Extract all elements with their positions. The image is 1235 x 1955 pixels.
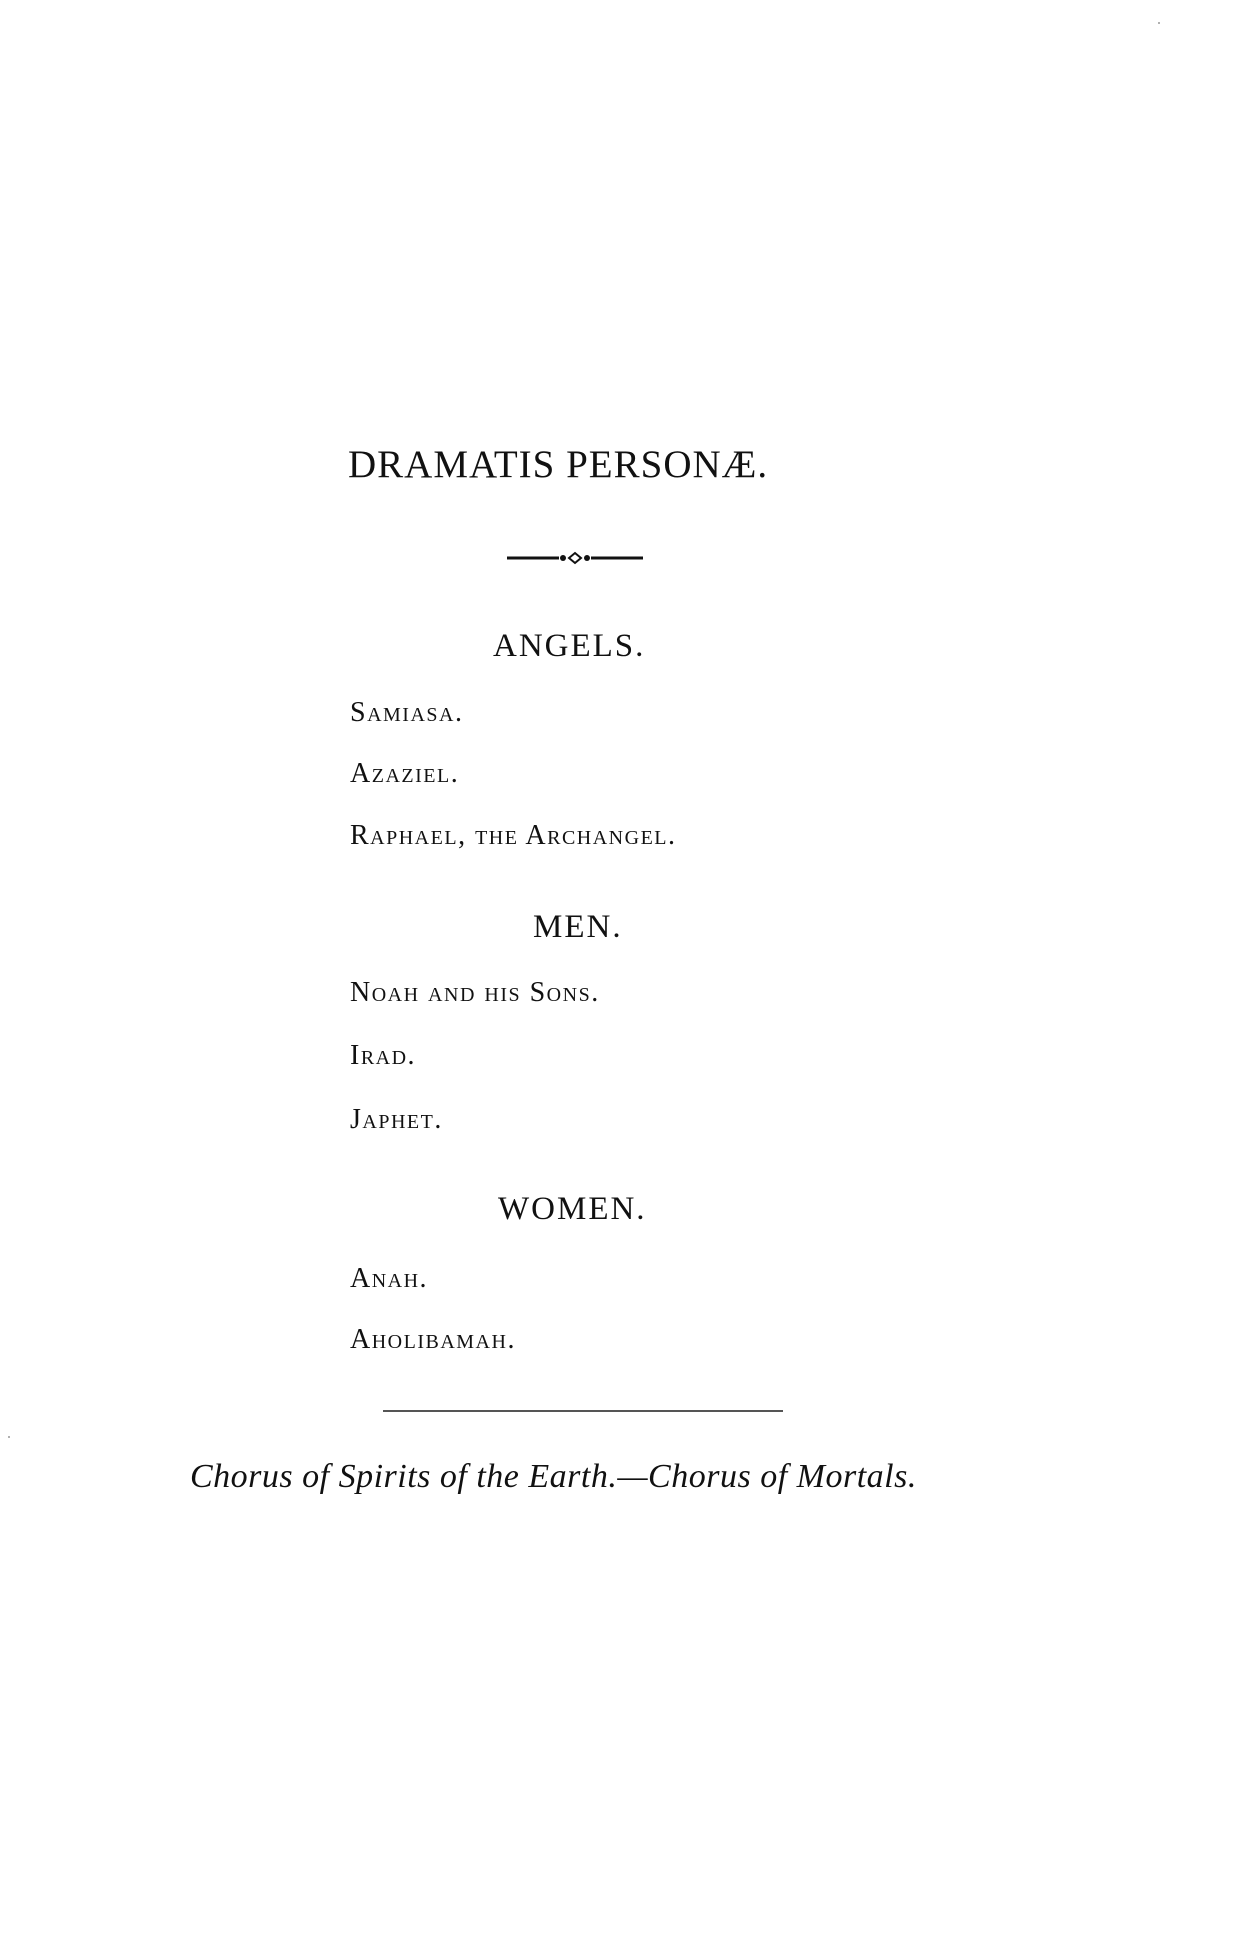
character-name: Aholibamah. (350, 1324, 516, 1355)
character-name: Irad. (350, 1040, 417, 1071)
horizontal-rule (383, 1410, 783, 1412)
section-heading-men: MEN. (533, 909, 623, 945)
character-name: Samiasa. (350, 697, 464, 728)
character-name: Anah. (350, 1263, 429, 1294)
chorus-line: Chorus of Spirits of the Earth.—Chorus of Mortals. (190, 1458, 917, 1495)
character-name: Azaziel. (350, 758, 460, 789)
section-heading-angels: ANGELS. (493, 628, 646, 664)
scan-speck (1158, 22, 1160, 24)
section-heading-women: WOMEN. (498, 1191, 647, 1227)
ornament-divider (505, 548, 645, 568)
page-title: DRAMATIS PERSONÆ. (348, 443, 769, 486)
character-name: Noah and his Sons. (350, 977, 600, 1008)
character-name: Japhet. (350, 1104, 443, 1135)
scan-speck (8, 1436, 10, 1438)
character-name: Raphael, the Archangel. (350, 820, 677, 851)
